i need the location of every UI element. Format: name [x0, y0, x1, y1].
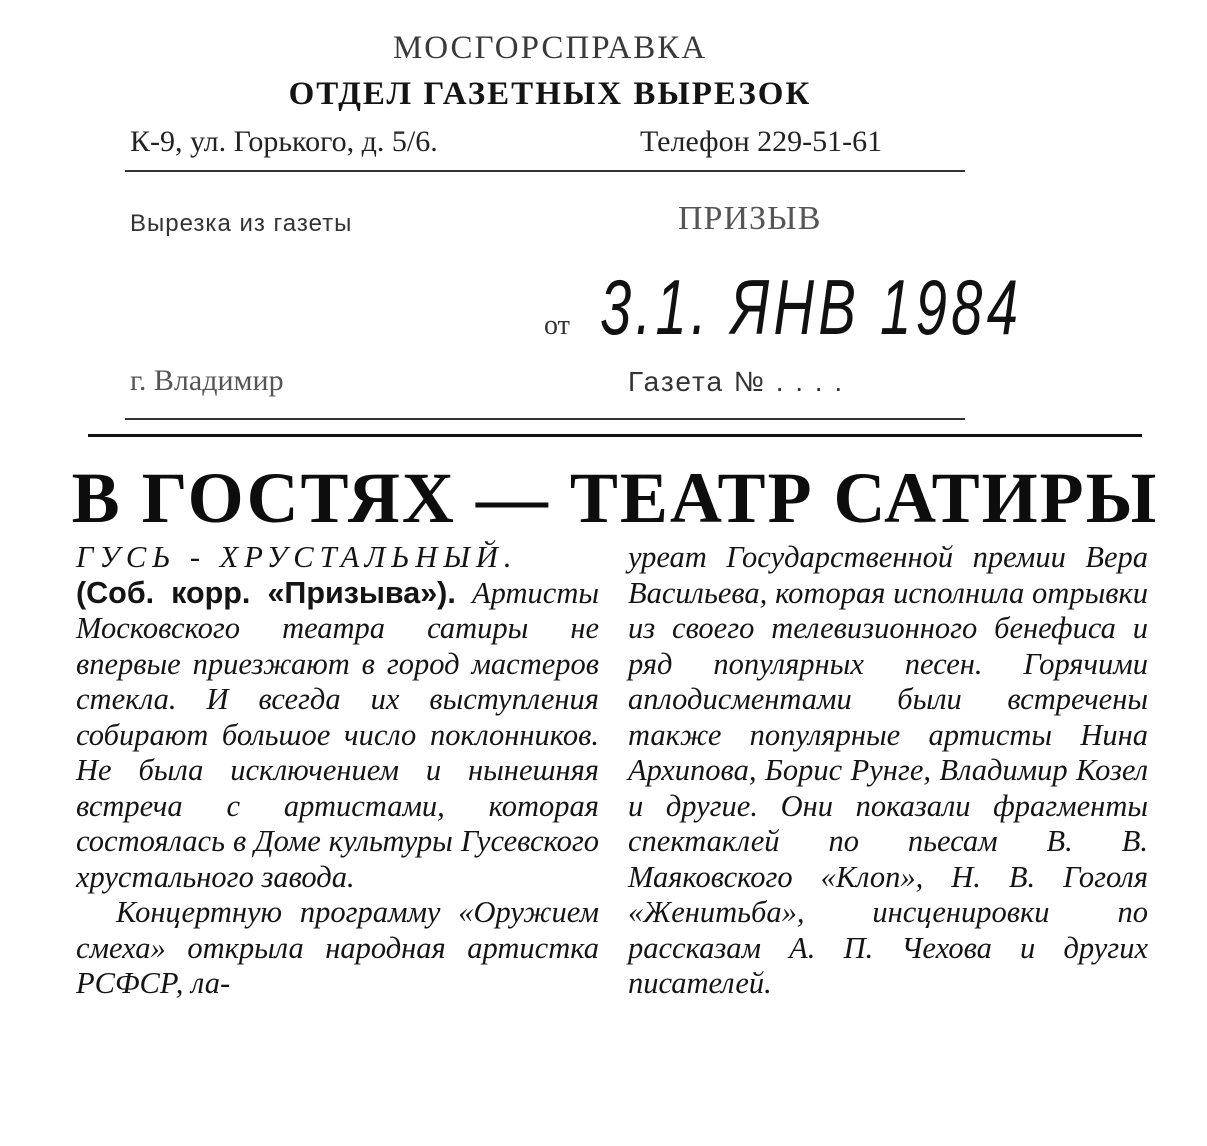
address: К-9, ул. Горького, д. 5/6.: [130, 125, 438, 158]
phone-number: Телефон 229-51-61: [640, 125, 883, 158]
article-column-right: [628, 540, 1148, 1002]
organization-name: МОСГОРСПРАВКА: [392, 30, 708, 66]
article-paragraph: Концертную программу «Оружием смеха» открыла народная артистка РСФСР, ла-: [76, 895, 599, 1000]
header-divider: [125, 170, 965, 172]
article-paragraph: [76, 540, 599, 895]
article-headline: В ГОСТЯХ — ТЕАТР САТИРЫ: [71, 458, 1159, 538]
article-byline: (Соб. корр. «Призыва»).: [76, 575, 456, 610]
article-column-left: [76, 540, 599, 1002]
article-paragraph: уреат Государственной премии Вера Васильева, которая исполнила отрывки из своего телевизионного бенефиса и ряд популярных песен. Горячими аплодисментами были встречены также популярные артисты Нина Архипова, Борис Рунге, Владимир Козел и другие. Они показали фрагменты спектаклей по пьесам В. В. Маяковского «Клоп», Н. В. Гоголя «Женитьба», инсценировки по рассказам А. П. Чехова и других писателей.: [628, 540, 1148, 1000]
article-dateline: ГУСЬ - ХРУСТАЛЬНЫЙ.: [76, 540, 518, 574]
date-prefix: от: [544, 310, 570, 341]
clipping-from-label: Вырезка из газеты: [130, 210, 353, 237]
article-top-rule: [88, 434, 1142, 437]
newspaper-name: ПРИЗЫВ: [678, 200, 822, 237]
header-divider-bottom: [125, 418, 965, 420]
city: г. Владимир: [130, 364, 284, 397]
article-text: Артисты Московского театра сатиры не впервые приезжают в город мастеров стекла. И всегда их выступления собирают большое число поклонников. Не была исключением и нынешняя встреча с артистами, которая состоялась в Доме культуры Гусевского хрустального завода.: [76, 575, 599, 894]
date-stamp: 3.1. ЯНВ 1984: [600, 263, 1023, 351]
issue-number-label: Газета № . . . .: [628, 366, 845, 397]
department-name: ОТДЕЛ ГАЗЕТНЫХ ВЫРЕЗОК: [288, 76, 812, 112]
